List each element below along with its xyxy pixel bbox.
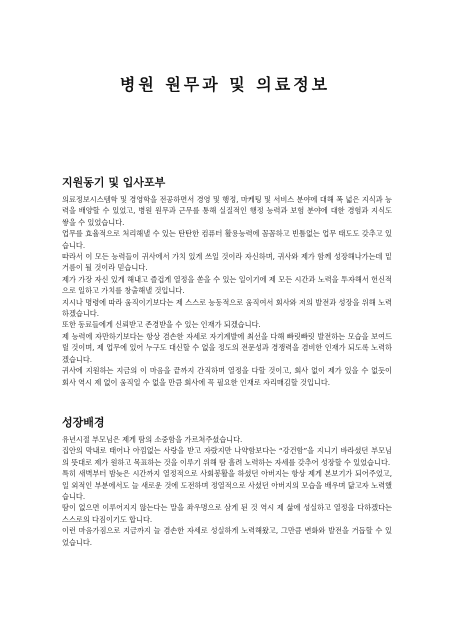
- section-heading: 성장배경: [62, 416, 105, 429]
- paragraph: 또한 동료들에게 신뢰받고 존경받을 수 있는 인재가 되겠습니다.: [62, 320, 261, 330]
- section-motivation: [62, 174, 392, 388]
- paragraph: 제 능력에 자만하기보다는 항상 겸손한 자세로 자기계발에 최선을 다해 빠릿빠릿 발전하는 모습을 보여드릴 것이며, 제 업무에 있어 누구도 대신할 수 없을 정도의 전문성과 경쟁력을 겸비한 인재가 되도록 노력하겠습니다.: [62, 331, 392, 364]
- paragraph: 집안의 막내로 태어나 아낌없는 사랑을 받고 자랐지만 나약함보다는 “강건함”을 지니기 바라셨던 부모님의 뜻대로 제가 원하고 목표하는 것을 이루기 위해 땀 흘려 노력하는 자세를 갖추어 성장할 수 있었습니다.: [62, 446, 392, 467]
- paragraph: 귀사에 지원하는 지금의 이 마음을 끝까지 간직하며 열정을 다할 것이고, 회사 없이 제가 있을 수 없듯이 회사 역시 제 없이 움직일 수 없을 만큼 회사에 꼭 필요한 인재로 자리매김할 것입니다.: [62, 366, 392, 387]
- paragraph: 이런 마음가짐으로 지금까지 늘 겸손한 자세로 성실하게 노력해왔고, 그만큼 변화와 발전을 거듭할 수 있었습니다.: [62, 526, 392, 547]
- paragraph: 업무를 효율적으로 처리해낼 수 있는 탄탄한 컴퓨터 활용능력에 꼼꼼하고 빈틈없는 업무 태도도 갖추고 있습니다.: [62, 229, 392, 250]
- paragraph: 의료정보시스템학 및 경영학을 전공하면서 경영 및 행정, 마케팅 및 서비스 분야에 대해 폭 넓은 지식과 능력을 배양할 수 있었고, 병원 원무과 근무를 통해 실질적인 행정 능력과 보험 분야에 대한 경험과 지식도 쌓을 수 있었습니다.: [62, 195, 392, 227]
- paragraph: 따라서 이 모든 능력들이 귀사에서 가치 있게 쓰일 것이라 자신하며, 귀사와 제가 함께 성장해나가는데 밑거름이 될 것이라 믿습니다.: [62, 252, 392, 273]
- section-heading: 지원동기 및 입사포부: [62, 176, 166, 189]
- paragraph: 땀이 없으면 이루어지지 않는다는 말을 좌우명으로 삼게 된 것 역시 제 삶에 성실하고 열정을 다하겠다는 스스로의 다짐이기도 합니다.: [62, 503, 392, 524]
- section-background: [62, 414, 392, 548]
- paragraph: 특히 새벽부터 밤늦은 시간까지 열정적으로 사회봉활을 하셨던 아버지는 항상 제게 본보기가 되어주었고, 일 외적인 부분에서도 늘 새로운 것에 도전하며 정열적으로 사셨던 아버지의 모습을 배우며 닮고자 노력했습니다.: [62, 469, 392, 502]
- paragraph: 유년시절 부모님은 제게 땀의 소중함을 가르쳐주셨습니다.: [62, 435, 243, 444]
- document-title: 병원 원무과 및 의료정보: [119, 75, 331, 94]
- paragraph: 제가 가장 자신 있게 해내고 즐겁게 열정을 쏟을 수 있는 일이기에 제 모든 시간과 노력을 투자해서 헌신적으로 일하고 가치를 창출해낼 것입니다.: [62, 274, 392, 296]
- paragraph: 지시나 명령에 따라 움직이기보다는 제 스스로 능동적으로 움직여서 회사와 저의 발전과 성장을 위해 노력하겠습니다.: [62, 297, 392, 319]
